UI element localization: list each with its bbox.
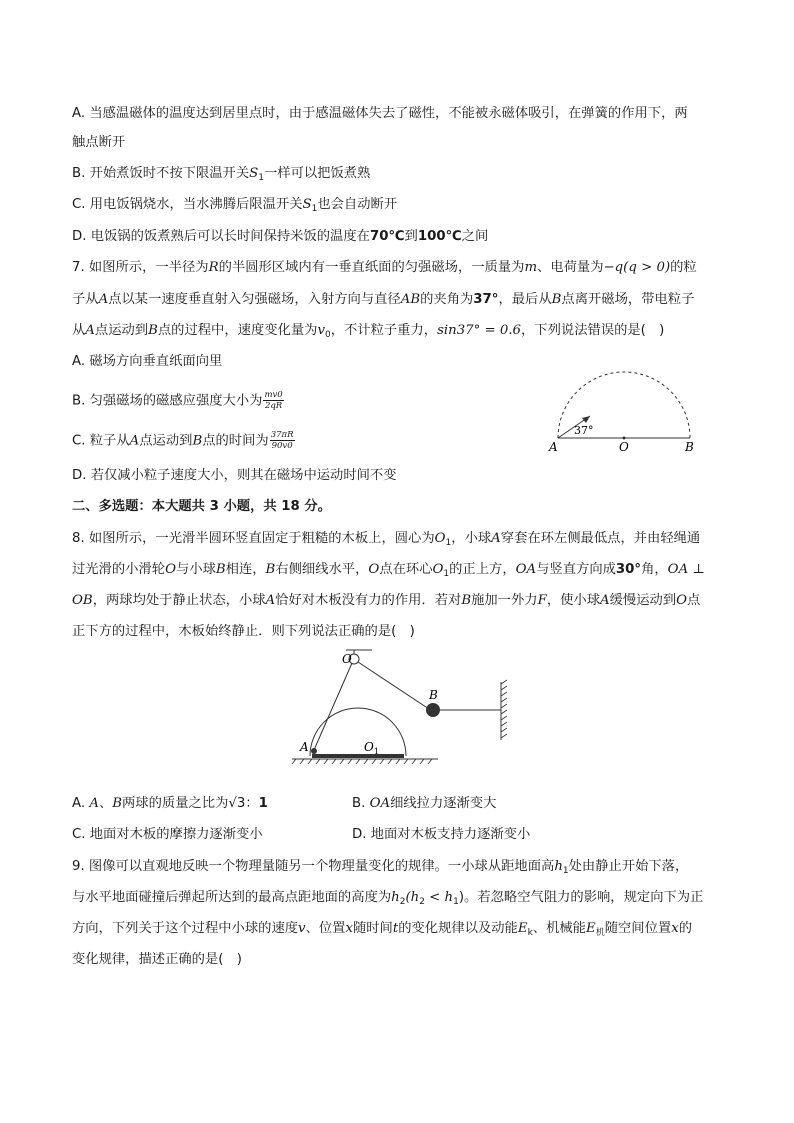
- q7-option-a: A. 磁场方向垂直纸面向里: [72, 354, 223, 369]
- label-b: B: [685, 440, 694, 454]
- q7-stem-line1: 7. 如图所示，一半径为R的半圆形区域内有一垂直纸面的匀强磁场，一质量为m、电荷量为−q(q > 0)的粒: [72, 260, 697, 275]
- q7-option-b: B. 匀强磁场的磁感应强度大小为 $\frac{mv0}{2qR}$: [72, 390, 283, 411]
- q9-stem-line3: 方向，下列关于这个过程中小球的速度v、位置x随时间t的变化规律以及动能$E_k$、机械能$E_机$随空间位置x的: [72, 921, 692, 938]
- label-b: B: [429, 688, 438, 702]
- rope-ob: [358, 662, 429, 709]
- q8-option-a: A. A、B两球的质量之比为√3：1: [72, 796, 268, 811]
- ball-b: [426, 703, 440, 717]
- q7-semicircle-figure: [540, 368, 710, 458]
- label-a: A: [300, 740, 309, 754]
- ball-a: [311, 748, 317, 754]
- q8-stem-line2: 过光滑的小滑轮O与小球B相连，B右侧细线水平，O点在环心$O_1$的正上方，OA与竖直方向成30°角，OA ⊥: [72, 562, 705, 579]
- label-o: O: [619, 440, 629, 454]
- q8-stem-line3: OB，两球均处于静止状态，小球A恰好对木板没有力的作用．若对B施加一外力F，使小球A缓慢运动到O点: [72, 593, 701, 608]
- q6-option-a-line2: 触点断开: [72, 135, 126, 150]
- arrow-head: [582, 416, 590, 423]
- q7-option-d: D. 若仅减小粒子速度大小，则其在磁场中运动时间不变: [72, 468, 397, 483]
- label-o1: $O_1$: [364, 740, 379, 756]
- q6-option-a-line1: A. 当感温磁体的温度达到居里点时，由于感温磁体失去了磁性，不能被永磁体吸引，在弹簧的作用下，两: [72, 106, 688, 121]
- fraction: $\frac{mv0}{2qR}$: [264, 390, 283, 411]
- q6-option-c: C. 用电饭锅烧水，当水沸腾后限温开关$S_1$也会自动断开: [72, 197, 398, 214]
- q7-stem-line2: 子从A点以某一速度垂直射入匀强磁场，入射方向与直径AB的夹角为37°，最后从B点离开磁场，带电粒子: [72, 292, 695, 307]
- q8-stem-line4: 正下方的过程中，木板始终静止．则下列说法正确的是( ): [72, 624, 415, 639]
- q8-option-d: D. 地面对木板支持力逐渐变小: [352, 827, 531, 842]
- q6-option-b: B. 开始煮饭时不按下限温开关$S_1$一样可以把饭煮熟: [72, 166, 371, 183]
- wall-hatch: [501, 680, 507, 738]
- q6-option-d: D. 电饭锅的饭煮熟后可以长时间保持米饭的温度在70℃到100℃之间: [72, 229, 489, 244]
- q7-stem-line3: 从A点运动到B点的过程中，速度变化量为$v_0$，不计粒子重力，sin37° = 0.6，下列说法错误的是( ): [72, 323, 665, 340]
- angle-label: 37°: [574, 424, 594, 437]
- q7-option-c: C. 粒子从A点运动到B点的时间为 $\frac{37\pi R}{90v0}$: [72, 430, 294, 451]
- q9-stem-line1: 9. 图像可以直观地反映一个物理量随另一个物理量变化的规律。一小球从距地面高$h_1$处由静止开始下落，: [72, 859, 689, 876]
- wooden-board: [312, 754, 404, 758]
- rope-oa: [314, 663, 352, 750]
- q8-option-c: C. 地面对木板的摩擦力逐渐变小: [72, 827, 263, 842]
- label-a: A: [549, 440, 558, 454]
- semicircle-ring: [310, 708, 406, 756]
- q8-option-b: B. OA细线拉力逐渐变大: [352, 796, 497, 811]
- section-heading: 二、多选题：本大题共 3 小题，共 18 分。: [72, 499, 332, 514]
- fraction: $\frac{37\pi R}{90v0}$: [270, 430, 294, 451]
- q9-stem-line2: 与水平地面碰撞后弹起所达到的最高点距地面的高度为$h_2(h_2 < h_1)$。若忽略空气阻力的影响，规定向下为正: [72, 890, 704, 907]
- ground-hatch: [292, 759, 432, 764]
- label-o: O: [342, 652, 352, 666]
- q8-pulley-figure: [288, 648, 518, 770]
- q9-stem-line4: 变化规律，描述正确的是( ): [72, 952, 242, 967]
- q8-stem-line1: 8. 如图所示，一光滑半圆环竖直固定于粗糙的木板上，圆心为$O_1$，小球A穿套在环左侧最低点，并由轻绳通: [72, 531, 701, 548]
